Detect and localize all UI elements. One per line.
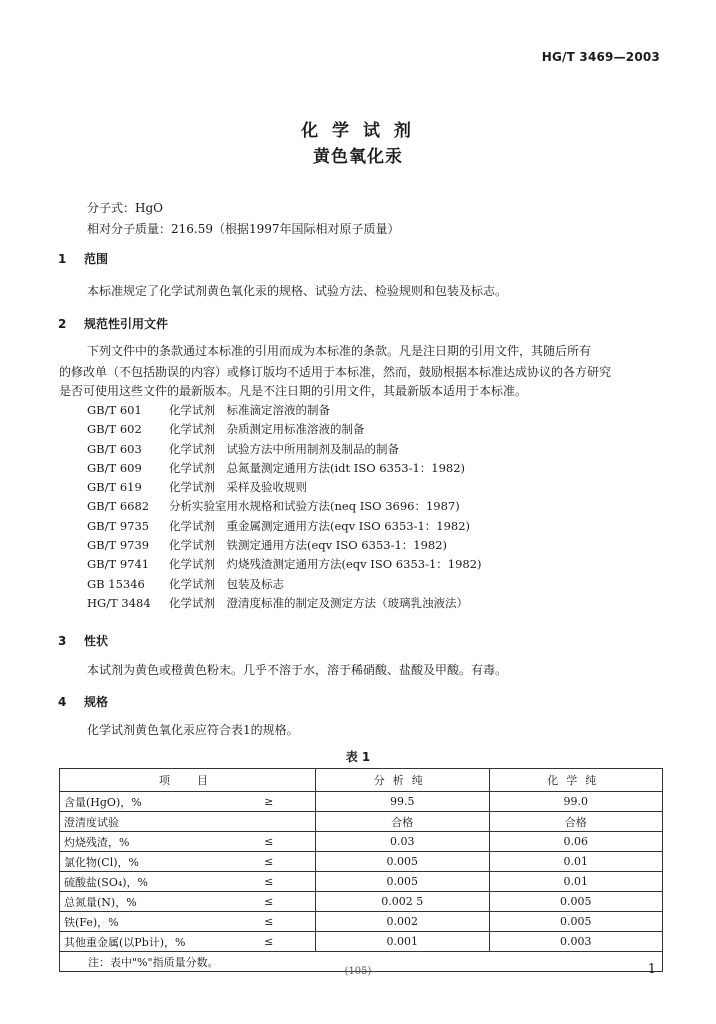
reference-item: [87, 401, 482, 420]
row-item: 其他重金属(以Pb计)，%: [60, 932, 261, 952]
section-2-text-line-3: 是否可使用这些文件的最新版本。凡是不注日期的引用文件，其最新版本适用于本标准。: [59, 384, 528, 398]
ref-code: GB/T 9739: [87, 538, 150, 553]
section-3-text: 本试剂为黄色或橙黄色粉末。几乎不溶于水，溶于稀硝酸、盐酸及甲酸。有毒。: [87, 663, 508, 677]
table-row: [60, 892, 663, 912]
section-title: 范围: [84, 252, 109, 266]
ref-code: GB/T 9735: [87, 518, 150, 533]
table-row: [60, 932, 663, 952]
reference-item: [87, 420, 482, 439]
row-cp-value: 0.003: [489, 932, 662, 952]
molecular-formula: 分子式：HgO: [87, 201, 163, 215]
row-ar-value: 0.005: [316, 872, 489, 892]
section-title: 规格: [84, 695, 109, 709]
row-item: 澄清度试验: [60, 812, 261, 832]
table-note: 注：表中"%"指质量分数。: [60, 952, 663, 972]
section-number: 2: [58, 317, 67, 331]
reference-item: [87, 478, 482, 497]
reference-item: [87, 594, 482, 613]
ref-code: HG/T 3484: [87, 595, 151, 610]
row-cp-value: 0.005: [489, 912, 662, 932]
ref-code: GB/T 601: [87, 403, 142, 417]
row-operator: [260, 812, 315, 832]
row-item: 硫酸盐(SO₄)，%: [60, 872, 261, 892]
row-ar-value: 0.002: [316, 912, 489, 932]
ref-title: 化学试剂 包装及标志: [169, 576, 284, 591]
row-cp-value: 合格: [489, 812, 662, 832]
spec-table: [59, 768, 663, 972]
ref-code: GB/T 9741: [87, 557, 150, 572]
row-item: 灼烧残渣，%: [60, 832, 261, 852]
section-1-text: 本标准规定了化学试剂黄色氧化汞的规格、试验方法、检验规则和包装及标志。: [87, 284, 508, 298]
reference-item: [87, 555, 482, 574]
row-operator: ≤: [260, 872, 315, 892]
row-item: 铁(Fe)，%: [60, 912, 261, 932]
table-caption: 表 1: [345, 750, 371, 764]
section-2-text-line-2: 的修改单（不包括勘误的内容）或修订版均不适用于本标准，然而，鼓励根据本标准达成协议的各方研究: [59, 365, 612, 379]
ref-title: 分析实验室用水规格和试验方法(neq ISO 3696：1987): [169, 499, 460, 514]
row-operator: ≤: [260, 912, 315, 932]
standard-code: HG/T 3469—2003: [541, 50, 660, 64]
ref-code: GB 15346: [87, 576, 145, 591]
row-ar-value: 0.005: [316, 852, 489, 872]
row-item: 含量(HgO)，%: [60, 792, 261, 812]
ref-code: GB/T 6682: [87, 499, 150, 514]
header-item: 项 目: [60, 769, 316, 792]
row-ar-value: 0.001: [316, 932, 489, 952]
ref-title: 化学试剂 试验方法中所用制剂及制品的制备: [169, 441, 399, 456]
row-operator: ≤: [260, 892, 315, 912]
section-2-text-line-1: 下列文件中的条款通过本标准的引用而成为本标准的条款。凡是注日期的引用文件，其随后所有: [87, 344, 592, 358]
table-row: [60, 912, 663, 932]
ref-title: 化学试剂 总氮量测定通用方法(idt ISO 6353-1：1982): [169, 460, 466, 475]
reference-item: [87, 536, 482, 555]
page-number: 1: [647, 962, 656, 977]
header-analytical-reagent: 分析纯: [316, 769, 489, 792]
reference-list: [87, 401, 482, 613]
row-operator: ≤: [260, 832, 315, 852]
ref-code: GB/T 619: [87, 480, 142, 495]
section-2-heading: [58, 315, 168, 332]
ref-code: GB/T 603: [87, 441, 142, 456]
section-1-heading: [58, 250, 108, 267]
table-row: [60, 872, 663, 892]
row-ar-value: 0.03: [316, 832, 489, 852]
header-chemically-pure: 化学纯: [489, 769, 662, 792]
row-operator: ≥: [260, 792, 315, 812]
section-4-text: 化学试剂黄色氧化汞应符合表1的规格。: [87, 723, 299, 737]
section-number: 4: [58, 695, 67, 709]
row-cp-value: 0.01: [489, 872, 662, 892]
ref-title: 化学试剂 标准滴定溶液的制备: [169, 403, 330, 417]
ref-title: 化学试剂 铁测定通用方法(eqv ISO 6353-1：1982): [169, 538, 448, 553]
table-row: [60, 832, 663, 852]
row-operator: ≤: [260, 932, 315, 952]
ref-title: 化学试剂 灼烧残渣测定通用方法(eqv ISO 6353-1：1982): [169, 557, 482, 572]
section-title: 性状: [84, 634, 109, 648]
ref-title: 化学试剂 采样及验收规则: [169, 480, 307, 495]
section-number: 3: [58, 634, 67, 648]
section-4-heading: [58, 693, 108, 710]
reference-item: [87, 459, 482, 478]
reference-item: [87, 517, 482, 536]
row-item: 总氮量(N)，%: [60, 892, 261, 912]
section-3-heading: [58, 632, 108, 649]
footer-page-ref: (105): [344, 966, 372, 977]
row-cp-value: 0.005: [489, 892, 662, 912]
molar-mass: 相对分子质量：216.59（根据1997年国际相对原子质量）: [87, 222, 400, 236]
row-cp-value: 0.01: [489, 852, 662, 872]
section-number: 1: [58, 252, 67, 266]
document-title: [0, 118, 716, 170]
ref-code: GB/T 602: [87, 422, 142, 437]
row-ar-value: 0.002 5: [316, 892, 489, 912]
title-line-2: 黄色氧化汞: [313, 147, 403, 167]
ref-title: 化学试剂 澄清度标准的制定及测定方法（玻璃乳浊液法）: [169, 595, 468, 610]
row-cp-value: 0.06: [489, 832, 662, 852]
row-ar-value: 99.5: [316, 792, 489, 812]
row-item: 氯化物(Cl)，%: [60, 852, 261, 872]
row-cp-value: 99.0: [489, 792, 662, 812]
table-header-row: [60, 769, 663, 792]
section-title: 规范性引用文件: [84, 317, 169, 331]
ref-title: 化学试剂 杂质测定用标准溶液的制备: [169, 422, 365, 437]
row-operator: ≤: [260, 852, 315, 872]
reference-item: [87, 575, 482, 594]
table-row: [60, 792, 663, 812]
compound-meta: [87, 198, 400, 240]
table-row: [60, 812, 663, 832]
reference-item: [87, 497, 482, 516]
reference-item: [87, 440, 482, 459]
ref-code: GB/T 609: [87, 460, 142, 475]
table-row: [60, 852, 663, 872]
ref-title: 化学试剂 重金属测定通用方法(eqv ISO 6353-1：1982): [169, 518, 471, 533]
title-line-1: 化 学 试 剂: [301, 121, 415, 141]
row-ar-value: 合格: [316, 812, 489, 832]
